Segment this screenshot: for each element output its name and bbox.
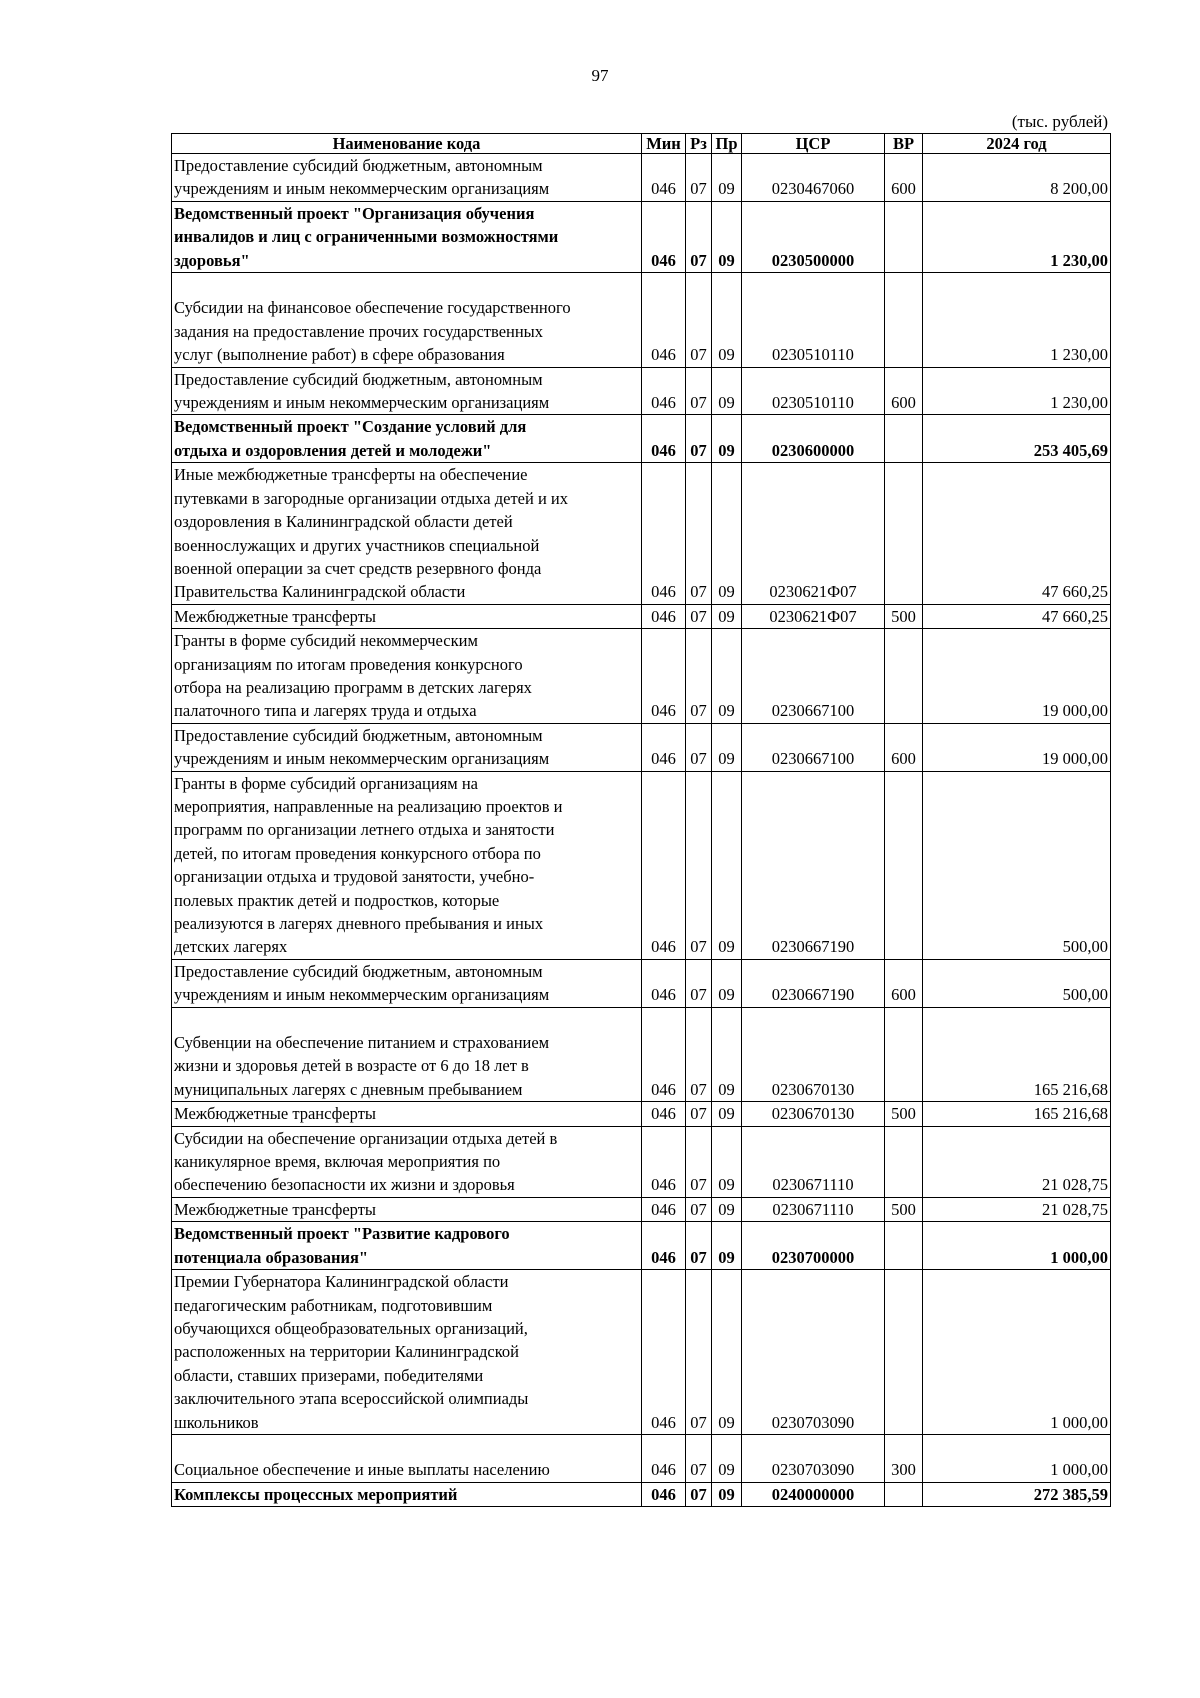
- row-min: 046: [642, 1482, 686, 1506]
- row-csr: 0230621Ф07: [742, 463, 885, 604]
- row-csr: 0230621Ф07: [742, 604, 885, 628]
- row-amount: 165 216,68: [923, 1102, 1111, 1126]
- row-amount: 19 000,00: [923, 629, 1111, 724]
- table-row: [172, 1270, 1111, 1435]
- row-rz: 07: [686, 1197, 712, 1221]
- row-name: Ведомственный проект "Организация обучения инвалидов и лиц с ограниченными возможностями здоровья": [172, 201, 642, 272]
- row-name: Субсидии на обеспечение организации отдыха детей в каникулярное время, включая мероприятия по обеспечению безопасности их жизни и здоровья: [172, 1126, 642, 1197]
- table-row: [172, 273, 1111, 368]
- row-csr: 0230670130: [742, 1102, 885, 1126]
- row-pr: 09: [712, 604, 742, 628]
- row-csr: 0230667100: [742, 723, 885, 771]
- row-rz: 07: [686, 154, 712, 202]
- row-min: 046: [642, 771, 686, 959]
- row-pr: 09: [712, 463, 742, 604]
- row-csr: 0230671110: [742, 1126, 885, 1197]
- row-amount: 165 216,68: [923, 1007, 1111, 1102]
- row-rz: 07: [686, 1102, 712, 1126]
- row-pr: 09: [712, 154, 742, 202]
- row-vr: [885, 1270, 923, 1435]
- row-pr: 09: [712, 771, 742, 959]
- row-rz: 07: [686, 1482, 712, 1506]
- row-vr: 600: [885, 723, 923, 771]
- row-min: 046: [642, 463, 686, 604]
- table-row: [172, 771, 1111, 959]
- row-name: Премии Губернатора Калининградской области педагогическим работникам, подготовившим обучающихся общеобразовательных организаций, расположенных на территории Калининградской области, ставших призерами, победителями заключительного этапа всероссийской олимпиады школьников: [172, 1270, 642, 1435]
- row-csr: 0240000000: [742, 1482, 885, 1506]
- row-amount: 21 028,75: [923, 1126, 1111, 1197]
- row-name: Предоставление субсидий бюджетным, автономным учреждениям и иным некоммерческим организациям: [172, 959, 642, 1007]
- row-rz: 07: [686, 959, 712, 1007]
- row-amount: 500,00: [923, 959, 1111, 1007]
- row-csr: 0230703090: [742, 1270, 885, 1435]
- row-pr: 09: [712, 273, 742, 368]
- row-min: 046: [642, 723, 686, 771]
- table-row: [172, 1434, 1111, 1482]
- header-rz: Рз: [686, 134, 712, 154]
- row-amount: 1 000,00: [923, 1270, 1111, 1435]
- row-rz: 07: [686, 1270, 712, 1435]
- row-name: Ведомственный проект "Создание условий для отдыха и оздоровления детей и молодежи": [172, 415, 642, 463]
- header-year: 2024 год: [923, 134, 1111, 154]
- row-vr: [885, 201, 923, 272]
- table-row: [172, 1126, 1111, 1197]
- table-row: [172, 1482, 1111, 1506]
- header-row: [172, 134, 1111, 154]
- row-amount: 253 405,69: [923, 415, 1111, 463]
- row-csr: 0230500000: [742, 201, 885, 272]
- row-pr: 09: [712, 415, 742, 463]
- row-csr: 0230671110: [742, 1197, 885, 1221]
- row-amount: 19 000,00: [923, 723, 1111, 771]
- row-amount: 1 000,00: [923, 1222, 1111, 1270]
- row-amount: 500,00: [923, 771, 1111, 959]
- row-pr: 09: [712, 1007, 742, 1102]
- row-csr: 0230667190: [742, 771, 885, 959]
- row-vr: 600: [885, 367, 923, 415]
- table-row: [172, 723, 1111, 771]
- row-name: Гранты в форме субсидий организациям на мероприятия, направленные на реализацию проектов и программ по организации летнего отдыха и занятости детей, по итогам проведения конкурсного отбора по организации отдыха и трудовой занятости, учебно- полевых практик детей и подростков, которые реализуются в лагерях дневного пребывания и иных детских лагерях: [172, 771, 642, 959]
- row-amount: 1 230,00: [923, 201, 1111, 272]
- row-min: 046: [642, 604, 686, 628]
- units-caption: (тыс. рублей): [1011, 112, 1108, 131]
- row-rz: 07: [686, 415, 712, 463]
- table-row: [172, 1222, 1111, 1270]
- row-pr: 09: [712, 1102, 742, 1126]
- page-number: 97: [591, 66, 609, 85]
- row-min: 046: [642, 1007, 686, 1102]
- row-csr: 0230667190: [742, 959, 885, 1007]
- row-name: Ведомственный проект "Развитие кадрового потенциала образования": [172, 1222, 642, 1270]
- row-pr: 09: [712, 1482, 742, 1506]
- header-vr: ВР: [885, 134, 923, 154]
- row-csr: 0230467060: [742, 154, 885, 202]
- table-row: [172, 1197, 1111, 1221]
- row-pr: 09: [712, 723, 742, 771]
- row-min: 046: [642, 1126, 686, 1197]
- row-min: 046: [642, 1102, 686, 1126]
- row-vr: [885, 771, 923, 959]
- row-vr: 300: [885, 1434, 923, 1482]
- row-amount: 8 200,00: [923, 154, 1111, 202]
- row-vr: [885, 273, 923, 368]
- row-pr: 09: [712, 629, 742, 724]
- row-vr: 600: [885, 959, 923, 1007]
- row-min: 046: [642, 154, 686, 202]
- row-name: Межбюджетные трансферты: [172, 604, 642, 628]
- row-rz: 07: [686, 604, 712, 628]
- row-vr: [885, 1222, 923, 1270]
- table-row: [172, 201, 1111, 272]
- header-csr: ЦСР: [742, 134, 885, 154]
- row-rz: 07: [686, 1222, 712, 1270]
- row-min: 046: [642, 201, 686, 272]
- row-pr: 09: [712, 1270, 742, 1435]
- row-min: 046: [642, 1434, 686, 1482]
- row-csr: 0230510110: [742, 273, 885, 368]
- row-vr: [885, 1482, 923, 1506]
- table-row: [172, 604, 1111, 628]
- row-rz: 07: [686, 1126, 712, 1197]
- row-name: Межбюджетные трансферты: [172, 1102, 642, 1126]
- row-name: Гранты в форме субсидий некоммерческим организациям по итогам проведения конкурсного отбора на реализацию программ в детских лагерях палаточного типа и лагерях труда и отдыха: [172, 629, 642, 724]
- table-row: [172, 959, 1111, 1007]
- row-vr: [885, 629, 923, 724]
- row-rz: 07: [686, 201, 712, 272]
- row-min: 046: [642, 415, 686, 463]
- row-pr: 09: [712, 367, 742, 415]
- row-rz: 07: [686, 273, 712, 368]
- row-amount: 47 660,25: [923, 463, 1111, 604]
- table-row: [172, 1102, 1111, 1126]
- table-row: [172, 415, 1111, 463]
- row-rz: 07: [686, 1434, 712, 1482]
- row-pr: 09: [712, 959, 742, 1007]
- row-amount: 47 660,25: [923, 604, 1111, 628]
- row-vr: [885, 1007, 923, 1102]
- table-row: [172, 367, 1111, 415]
- row-csr: 0230670130: [742, 1007, 885, 1102]
- row-vr: 500: [885, 604, 923, 628]
- row-pr: 09: [712, 1197, 742, 1221]
- row-amount: 1 230,00: [923, 273, 1111, 368]
- row-name: Субвенции на обеспечение питанием и страхованием жизни и здоровья детей в возрасте от 6 до 18 лет в муниципальных лагерях с дневным пребыванием: [172, 1007, 642, 1102]
- row-vr: [885, 415, 923, 463]
- row-name: Предоставление субсидий бюджетным, автономным учреждениям и иным некоммерческим организациям: [172, 154, 642, 202]
- row-vr: [885, 1126, 923, 1197]
- row-name: Социальное обеспечение и иные выплаты населению: [172, 1434, 642, 1482]
- row-amount: 272 385,59: [923, 1482, 1111, 1506]
- row-rz: 07: [686, 1007, 712, 1102]
- row-csr: 0230600000: [742, 415, 885, 463]
- header-pr: Пр: [712, 134, 742, 154]
- table-row: [172, 154, 1111, 202]
- row-name: Предоставление субсидий бюджетным, автономным учреждениям и иным некоммерческим организациям: [172, 367, 642, 415]
- row-min: 046: [642, 1222, 686, 1270]
- table-body: [172, 154, 1111, 1507]
- row-min: 046: [642, 959, 686, 1007]
- row-vr: 500: [885, 1102, 923, 1126]
- row-name: Комплексы процессных мероприятий: [172, 1482, 642, 1506]
- row-csr: 0230667100: [742, 629, 885, 724]
- row-csr: 0230510110: [742, 367, 885, 415]
- row-name: Предоставление субсидий бюджетным, автономным учреждениям и иным некоммерческим организациям: [172, 723, 642, 771]
- row-vr: [885, 463, 923, 604]
- row-vr: 500: [885, 1197, 923, 1221]
- budget-table: [171, 133, 1111, 1507]
- table-row: [172, 629, 1111, 724]
- row-rz: 07: [686, 463, 712, 604]
- row-csr: 0230700000: [742, 1222, 885, 1270]
- row-min: 046: [642, 367, 686, 415]
- row-amount: 1 230,00: [923, 367, 1111, 415]
- row-rz: 07: [686, 629, 712, 724]
- row-name: Субсидии на финансовое обеспечение государственного задания на предоставление прочих государственных услуг (выполнение работ) в сфере образования: [172, 273, 642, 368]
- row-min: 046: [642, 1197, 686, 1221]
- row-min: 046: [642, 273, 686, 368]
- row-min: 046: [642, 1270, 686, 1435]
- row-rz: 07: [686, 723, 712, 771]
- row-amount: 1 000,00: [923, 1434, 1111, 1482]
- header-name: Наименование кода: [172, 134, 642, 154]
- table-row: [172, 463, 1111, 604]
- table-row: [172, 1007, 1111, 1102]
- row-rz: 07: [686, 367, 712, 415]
- row-name: Межбюджетные трансферты: [172, 1197, 642, 1221]
- row-rz: 07: [686, 771, 712, 959]
- row-pr: 09: [712, 1126, 742, 1197]
- row-pr: 09: [712, 1434, 742, 1482]
- row-min: 046: [642, 629, 686, 724]
- row-pr: 09: [712, 1222, 742, 1270]
- row-name: Иные межбюджетные трансферты на обеспечение путевками в загородные организации отдыха детей и их оздоровления в Калининградской области детей военнослужащих и других участников специальной военной операции за счет средств резервного фонда Правительства Калининградской области: [172, 463, 642, 604]
- header-min: Мин: [642, 134, 686, 154]
- row-csr: 0230703090: [742, 1434, 885, 1482]
- row-pr: 09: [712, 201, 742, 272]
- row-amount: 21 028,75: [923, 1197, 1111, 1221]
- row-vr: 600: [885, 154, 923, 202]
